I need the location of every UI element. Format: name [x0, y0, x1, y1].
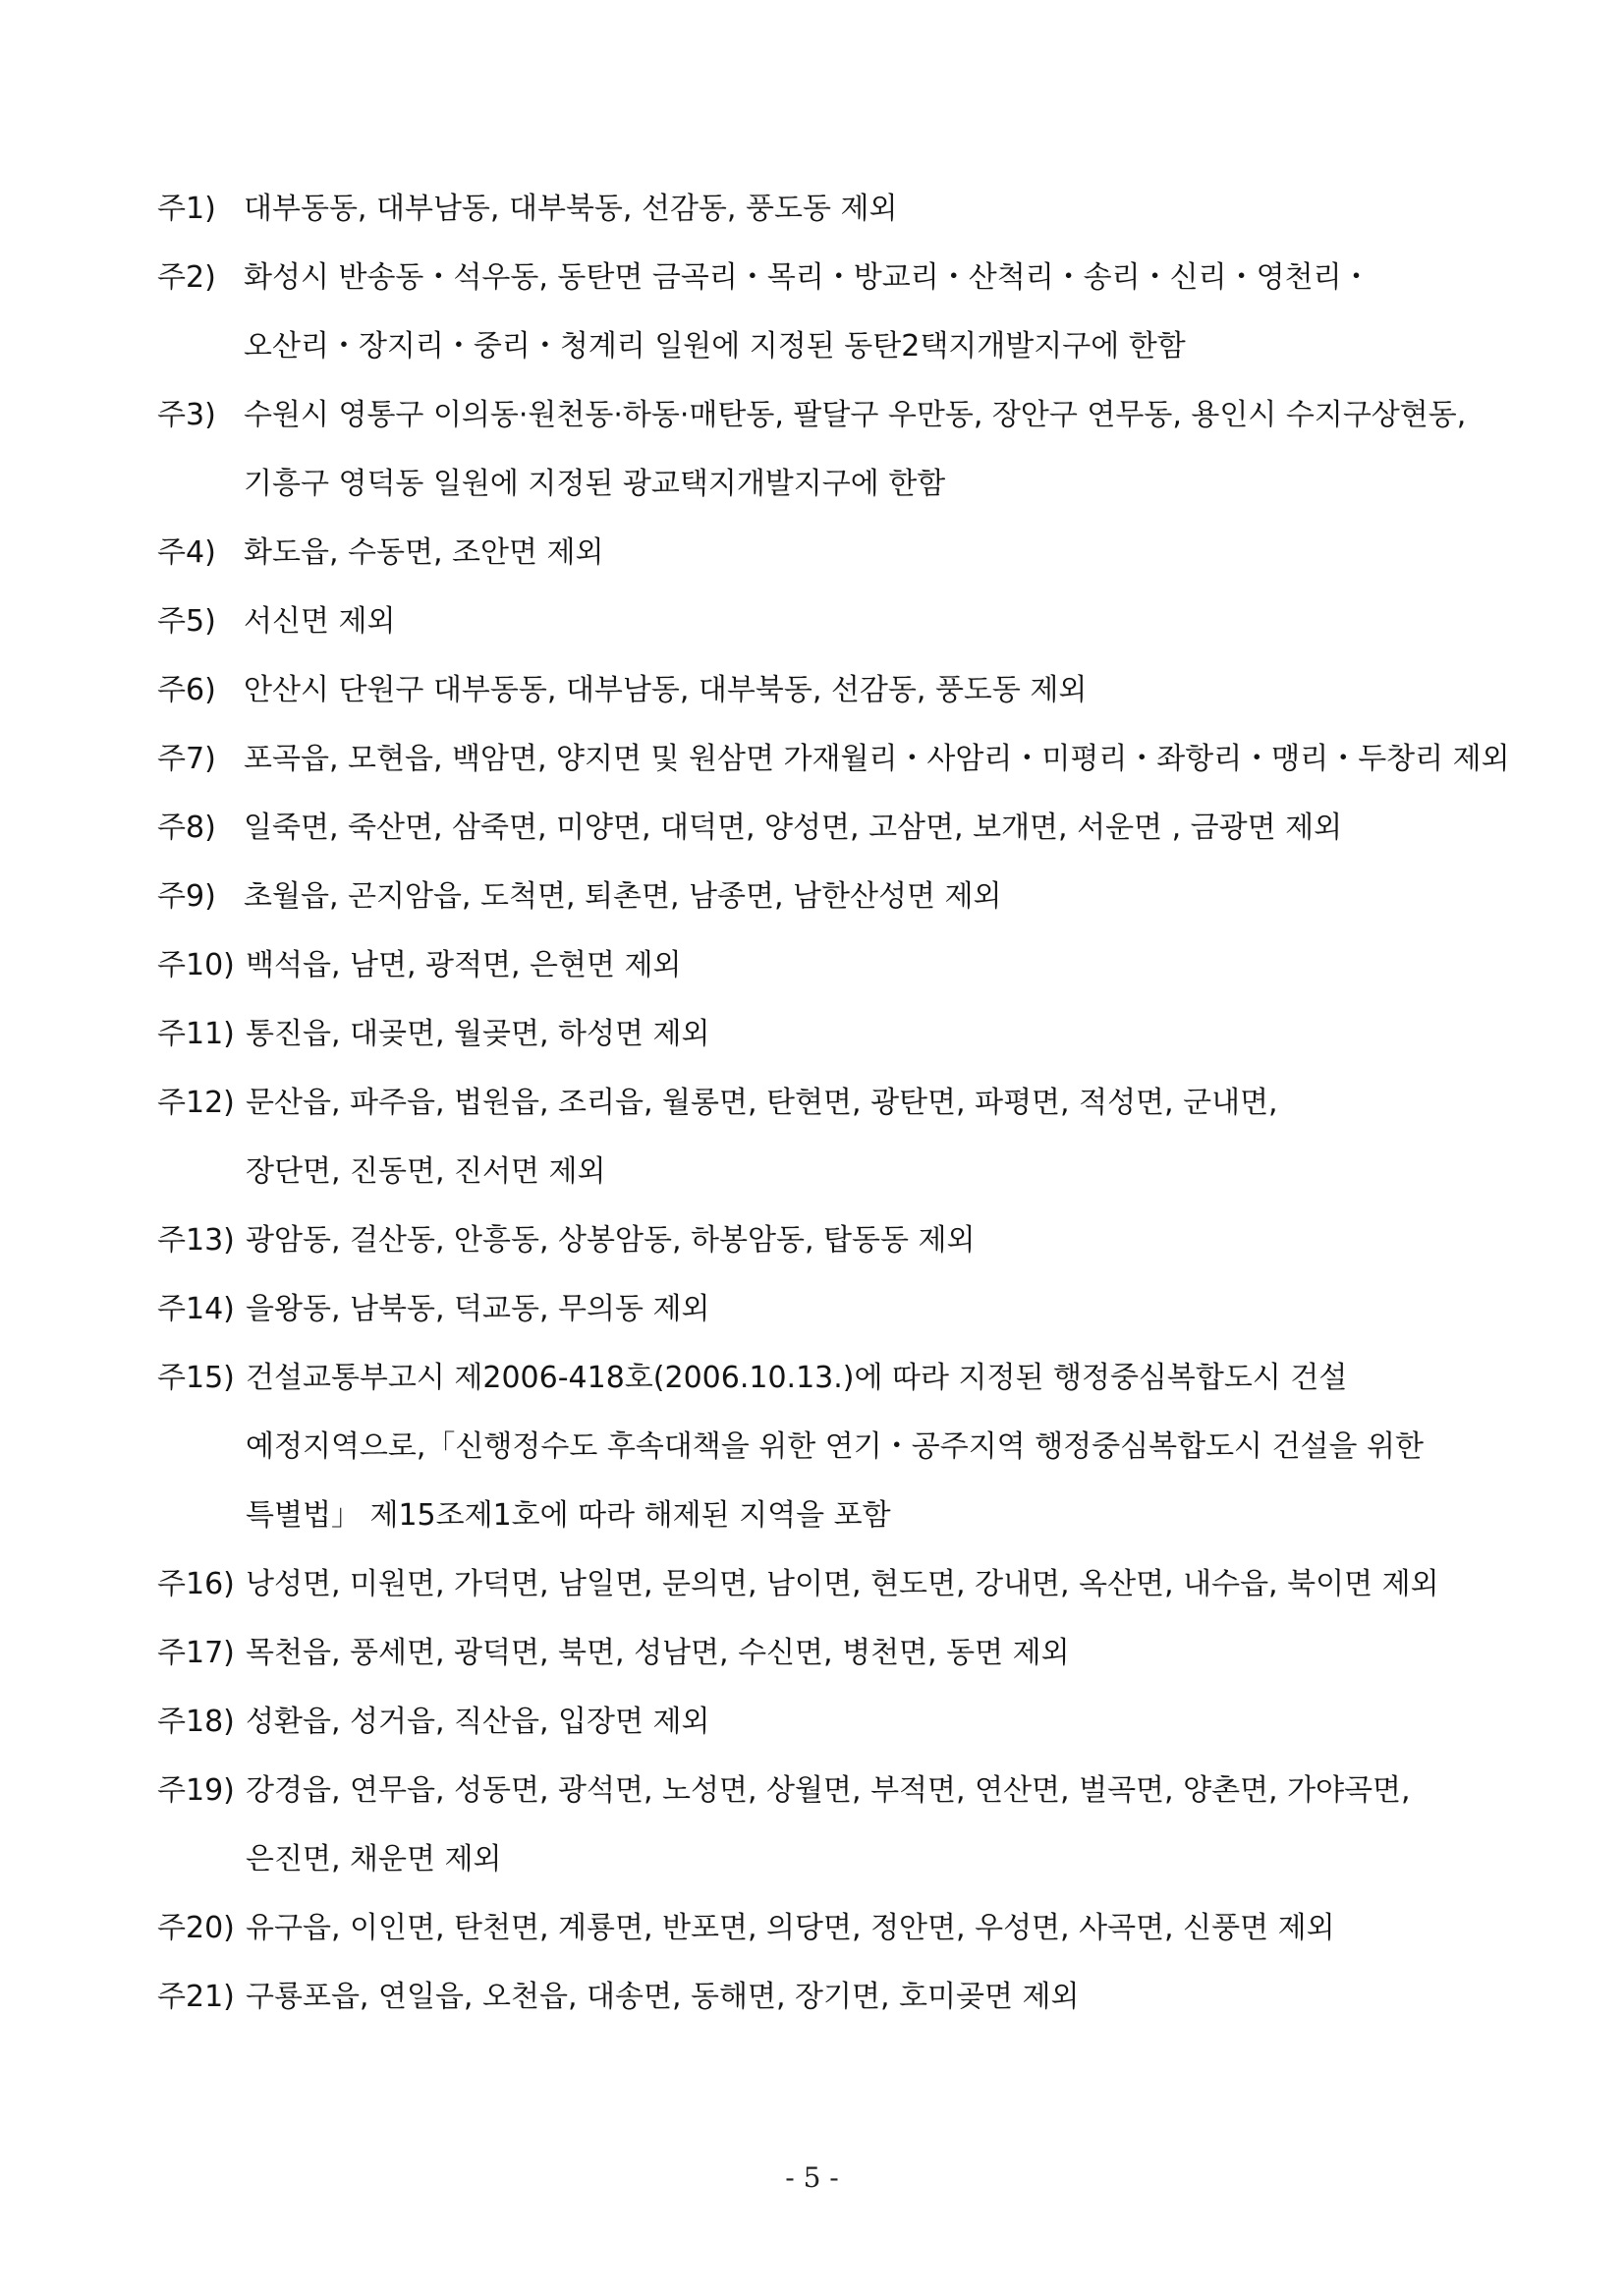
- footnote-item: [157, 1086, 1493, 1121]
- footnote-text: 유구읍, 이인면, 탄천면, 계룡면, 반포면, 의당면, 정안면, 우성면, 사곡면, 신풍면 제외: [246, 1911, 1335, 1945]
- footnote-text: 대부동동, 대부남동, 대부북동, 선감동, 풍도동 제외: [244, 192, 898, 226]
- footnote-label: 주11): [157, 1017, 235, 1051]
- footnote-label: 주5): [157, 604, 216, 639]
- footnote-text: 통진읍, 대곶면, 월곶면, 하성면 제외: [246, 1017, 710, 1051]
- footnote-label: 주12): [157, 1086, 235, 1120]
- footnote-text: 초월읍, 곤지암읍, 도척면, 퇴촌면, 남종면, 남한산성면 제외: [244, 879, 1002, 914]
- footnote-text: 수원시 영통구 이의동·원천동·하동·매탄동, 팔달구 우만동, 장안구 연무동, 용인시 수지구상현동,: [244, 398, 1467, 432]
- footnote-item: [157, 1567, 1493, 1602]
- footnote-text: 문산읍, 파주읍, 법원읍, 조리읍, 월롱면, 탄현면, 광탄면, 파평면, 적성면, 군내면,: [246, 1086, 1278, 1120]
- footnote-label: 주8): [157, 811, 216, 845]
- footnote-continuation: 예정지역으로,「신행정수도 후속대책을 위한 연기・공주지역 행정중심복합도시 건설을 위한: [246, 1429, 1425, 1464]
- footnote-item: [157, 1223, 1493, 1259]
- footnote-text: 강경읍, 연무읍, 성동면, 광석면, 노성면, 상월면, 부적면, 연산면, 벌곡면, 양촌면, 가야곡면,: [246, 1773, 1411, 1808]
- footnote-item: [157, 673, 1493, 708]
- footnote-item: [157, 948, 1493, 983]
- footnote-label: 주17): [157, 1636, 235, 1670]
- footnote-item: [157, 811, 1493, 846]
- footnote-label: 주10): [157, 948, 235, 982]
- footnote-item: [157, 879, 1493, 915]
- footnote-label: 주1): [157, 192, 216, 226]
- footnote-label: 주2): [157, 260, 216, 295]
- footnote-continuation: 특별법」 제15조제1호에 따라 해제된 지역을 포함: [246, 1498, 891, 1533]
- footnote-item: [157, 1980, 1493, 2015]
- footnote-label: 주20): [157, 1911, 235, 1945]
- footnote-label: 주13): [157, 1223, 235, 1258]
- footnote-item: [157, 535, 1493, 571]
- footnote-label: 주4): [157, 535, 216, 570]
- footnote-item: [157, 260, 1493, 296]
- footnote-continuation: 오산리・장지리・중리・청계리 일원에 지정된 동탄2택지개발지구에 한함: [244, 329, 1186, 364]
- footnote-continuation: 장단면, 진동면, 진서면 제외: [246, 1154, 606, 1189]
- footnote-text: 백석읍, 남면, 광적면, 은현면 제외: [246, 948, 682, 982]
- footnote-label: 주19): [157, 1773, 235, 1808]
- footnote-text: 건설교통부고시 제2006-418호(2006.10.13.)에 따라 지정된 행정중심복합도시 건설: [246, 1361, 1348, 1395]
- footnote-text: 성환읍, 성거읍, 직산읍, 입장면 제외: [246, 1705, 710, 1739]
- footnote-label: 주6): [157, 673, 216, 707]
- footnote-item: [157, 192, 1493, 227]
- footnote-text: 일죽면, 죽산면, 삼죽면, 미양면, 대덕면, 양성면, 고삼면, 보개면, 서운면 , 금광면 제외: [244, 811, 1343, 845]
- footnote-label: 주3): [157, 398, 216, 432]
- footnote-text: 낭성면, 미원면, 가덕면, 남일면, 문의면, 남이면, 현도면, 강내면, 옥산면, 내수읍, 북이면 제외: [246, 1567, 1439, 1601]
- footnote-text: 화도읍, 수동면, 조안면 제외: [244, 535, 604, 570]
- footnote-continuation: 은진면, 채운면 제외: [246, 1842, 502, 1876]
- footnote-item: [157, 1017, 1493, 1052]
- footnote-text: 광암동, 걸산동, 안흥동, 상봉암동, 하봉암동, 탑동동 제외: [246, 1223, 976, 1258]
- page-number: - 5 -: [785, 2161, 839, 2194]
- footnote-text: 포곡읍, 모현읍, 백암면, 양지면 및 원삼면 가재월리・사암리・미평리・좌항리・맹리・두창리 제외: [244, 742, 1510, 776]
- footnote-text: 서신면 제외: [244, 604, 396, 639]
- footnote-item: [157, 1773, 1493, 1809]
- footnote-text: 안산시 단원구 대부동동, 대부남동, 대부북동, 선감동, 풍도동 제외: [244, 673, 1088, 707]
- footnote-text: 구룡포읍, 연일읍, 오천읍, 대송면, 동해면, 장기면, 호미곶면 제외: [246, 1980, 1080, 2014]
- footnote-label: 주9): [157, 879, 216, 914]
- footnote-text: 을왕동, 남북동, 덕교동, 무의동 제외: [246, 1292, 710, 1326]
- footnote-item: [157, 742, 1510, 777]
- footnote-label: 주7): [157, 742, 216, 776]
- footnote-item: [157, 1911, 1493, 1946]
- footnote-label: 주16): [157, 1567, 235, 1601]
- footnote-continuation: 기흥구 영덕동 일원에 지정된 광교택지개발지구에 한함: [244, 467, 946, 501]
- footnote-label: 주14): [157, 1292, 235, 1326]
- footnote-item: [157, 1705, 1493, 1740]
- footnote-label: 주18): [157, 1705, 235, 1739]
- footnote-label: 주15): [157, 1361, 235, 1395]
- footnote-item: [157, 604, 1493, 640]
- footnote-item: [157, 1636, 1493, 1671]
- footnote-label: 주21): [157, 1980, 235, 2014]
- footnote-text: 목천읍, 풍세면, 광덕면, 북면, 성남면, 수신면, 병천면, 동면 제외: [246, 1636, 1070, 1670]
- footnote-item: [157, 398, 1493, 433]
- footnote-item: [157, 1361, 1493, 1396]
- footnote-text: 화성시 반송동・석우동, 동탄면 금곡리・목리・방교리・산척리・송리・신리・영천리・: [244, 260, 1372, 295]
- footnote-item: [157, 1292, 1493, 1327]
